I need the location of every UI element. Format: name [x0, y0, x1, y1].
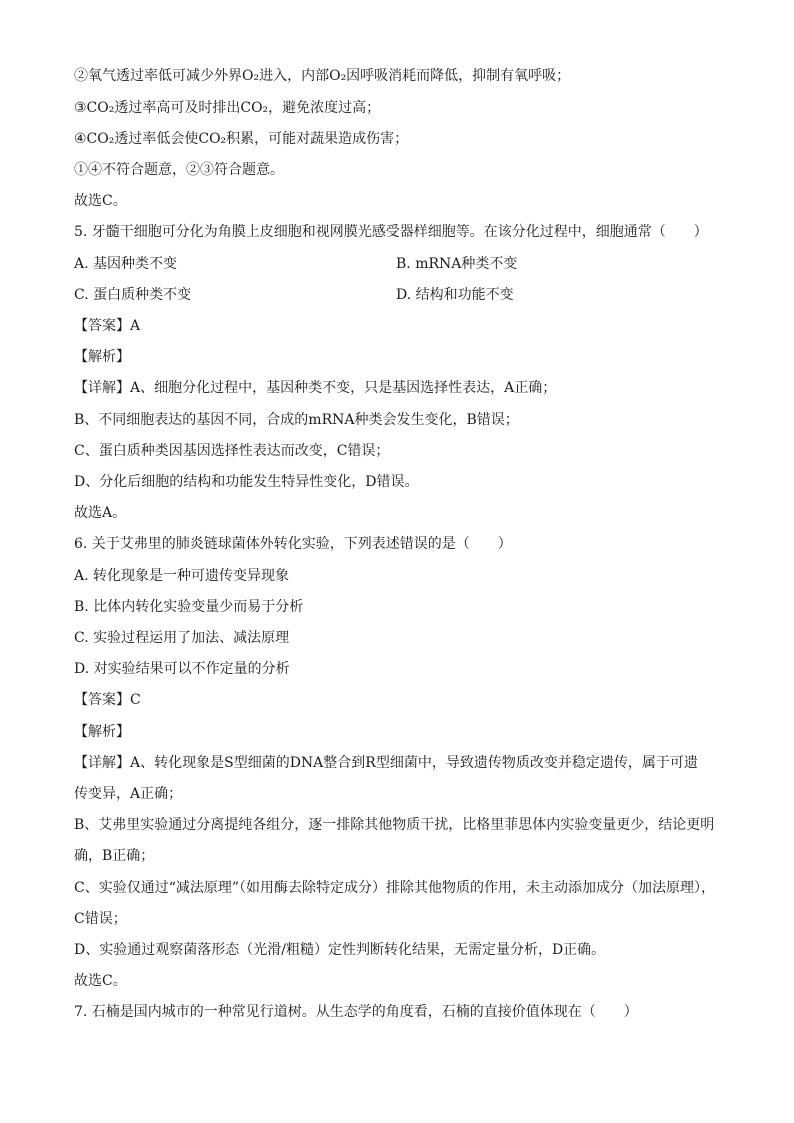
q5-detail-3: C、蛋白质种类因基因选择性表达而改变，C错误；	[74, 443, 390, 459]
q5-option-b: B. mRNA种类不变	[396, 256, 518, 272]
q6-detail-4: 确，B正确；	[74, 848, 155, 864]
intro-line-4: ①④不符合题意，②③符合题意。	[74, 162, 284, 178]
q6-analysis-title: 【解析】	[74, 724, 130, 740]
intro-line-2: ③CO₂透过率高可及时排出CO₂，避免浓度过高；	[74, 100, 381, 116]
q5-detail-4: D、分化后细胞的结构和功能发生特异性变化，D错误。	[74, 474, 419, 490]
q6-detail-3: B、艾弗里实验通过分离提纯各组分，逐一排除其他物质干扰，比格里菲思体内实验变量更少，结论更明	[74, 817, 715, 833]
q5-answer: 【答案】A	[74, 318, 141, 334]
q6-detail-5: C、实验仅通过“减法原理”（如用酶去除特定成分）排除其他物质的作用，未主动添加成分（加法原理），	[74, 880, 716, 896]
q6-answer: 【答案】C	[74, 692, 141, 708]
intro-line-3: ④CO₂透过率低会使CO₂积累，可能对蔬果造成伤害；	[74, 131, 409, 147]
q6-detail-2: 传变异，A正确；	[74, 786, 183, 802]
q6-option-c: C. 实验过程运用了加法、减法原理	[74, 630, 290, 646]
q7-stem: 7. 石楠是国内城市的一种常见行道树。从生态学的角度看，石楠的直接价值体现在（ ）	[74, 1004, 638, 1020]
q5-option-a: A. 基因种类不变	[74, 256, 178, 272]
q6-conclusion: 故选C。	[74, 973, 127, 989]
q5-option-c: C. 蛋白质种类不变	[74, 287, 192, 303]
q5-conclusion: 故选A。	[74, 505, 127, 521]
q5-stem: 5. 牙髓干细胞可分化为角膜上皮细胞和视网膜光感受器样细胞等。在该分化过程中，细胞通常（ ）	[74, 224, 708, 240]
q5-detail-2: B、不同细胞表达的基因不同，合成的mRNA种类会发生变化，B错误；	[74, 412, 519, 428]
q6-option-a: A. 转化现象是一种可遗传变异现象	[74, 568, 290, 584]
intro-conclusion: 故选C。	[74, 193, 127, 209]
q6-detail-6: C错误；	[74, 911, 127, 927]
intro-line-1: ②氧气透过率低可减少外界O₂进入，内部O₂因呼吸消耗而降低，抑制有氧呼吸；	[74, 68, 571, 84]
q6-detail-7: D、实验通过观察菌落形态（光滑/粗糙）定性判断转化结果，无需定量分析，D正确。	[74, 942, 606, 958]
q5-analysis-title: 【解析】	[74, 349, 130, 365]
q6-option-b: B. 比体内转化实验变量少而易于分析	[74, 599, 304, 615]
q6-stem: 6. 关于艾弗里的肺炎链球菌体外转化实验，下列表述错误的是（ ）	[74, 536, 512, 552]
q6-option-d: D. 对实验结果可以不作定量的分析	[74, 661, 290, 677]
q5-option-d: D. 结构和功能不变	[396, 287, 514, 303]
q6-detail-1: 【详解】A、转化现象是S型细菌的DNA整合到R型细菌中，导致遗传物质改变并稳定遗传，属于可遗	[74, 755, 698, 771]
q5-detail-1: 【详解】A、细胞分化过程中，基因种类不变，只是基因选择性表达，A正确；	[74, 380, 557, 396]
